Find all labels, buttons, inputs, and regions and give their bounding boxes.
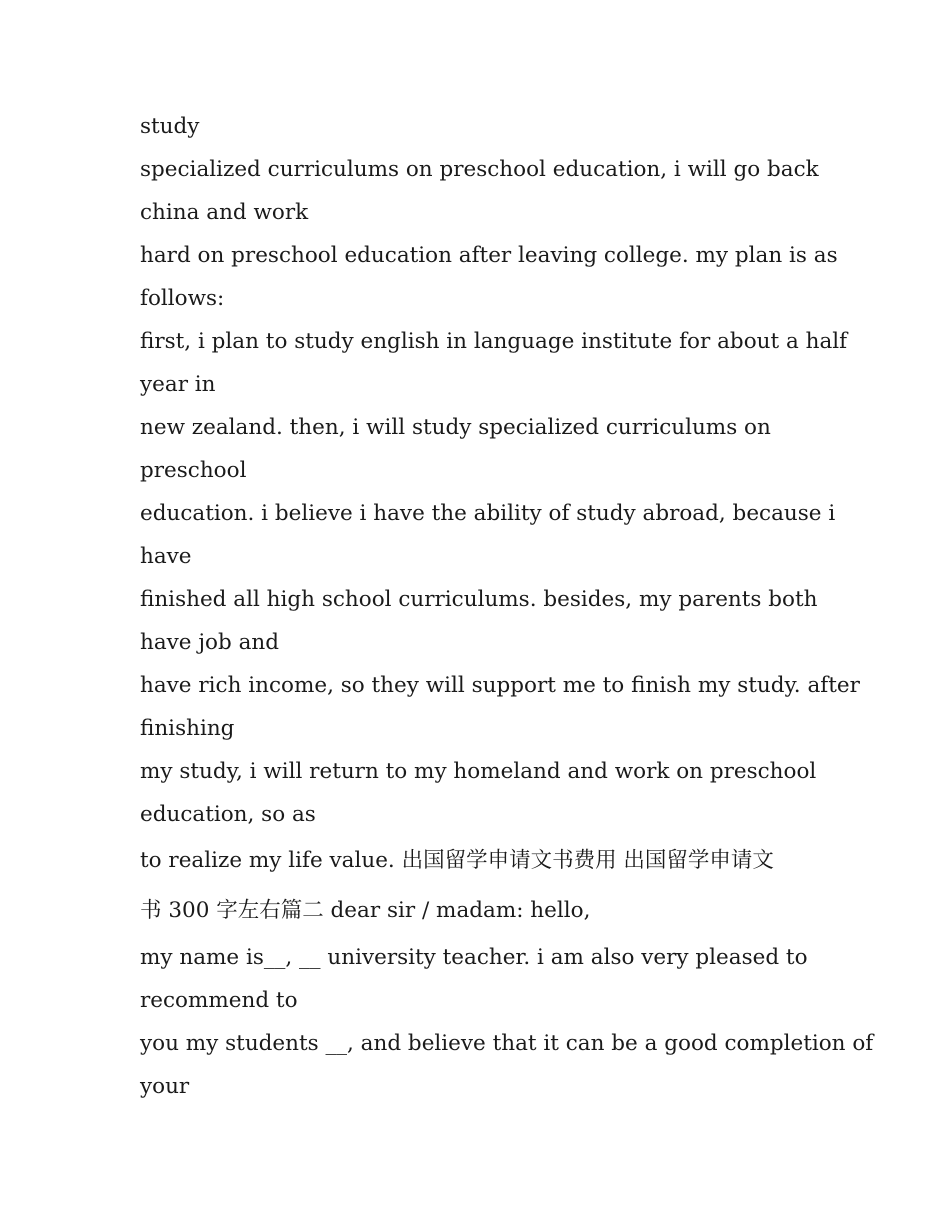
text-line: my study, i will return to my homeland and work on preschool <box>140 759 817 784</box>
text-line: recommend to <box>140 988 298 1013</box>
text-line: education, so as <box>140 802 316 827</box>
text-line: to realize my life value. 出国留学申请文书费用 出国留学申请文 <box>140 848 774 873</box>
text-line: first, i plan to study english in language institute for about a half <box>140 329 848 354</box>
text-line: year in <box>140 372 216 397</box>
text-line: 书 300 字左右篇二 dear sir / madam: hello, <box>140 898 591 923</box>
text-line: china and work <box>140 200 309 225</box>
text-line: study <box>140 114 200 139</box>
text-line: your <box>140 1074 190 1099</box>
text-line: have job and <box>140 630 280 655</box>
text-line: new zealand. then, i will study specialized curriculums on <box>140 415 771 440</box>
text-line: my name is__, __ university teacher. i am also very pleased to <box>140 945 808 970</box>
text-line: finished all high school curriculums. besides, my parents both <box>140 587 818 612</box>
text-line: education. i believe i have the ability of study abroad, because i <box>140 501 836 526</box>
text-line: have rich income, so they will support me to finish my study. after <box>140 673 860 698</box>
text-line: preschool <box>140 458 247 483</box>
text-line: follows: <box>140 286 225 311</box>
text-line: you my students __, and believe that it can be a good completion of <box>140 1031 874 1056</box>
text-line: have <box>140 544 192 569</box>
document-body-text <box>140 105 874 1108</box>
text-line: specialized curriculums on preschool education, i will go back <box>140 157 819 182</box>
text-line: finishing <box>140 716 235 741</box>
text-line: hard on preschool education after leaving college. my plan is as <box>140 243 838 268</box>
